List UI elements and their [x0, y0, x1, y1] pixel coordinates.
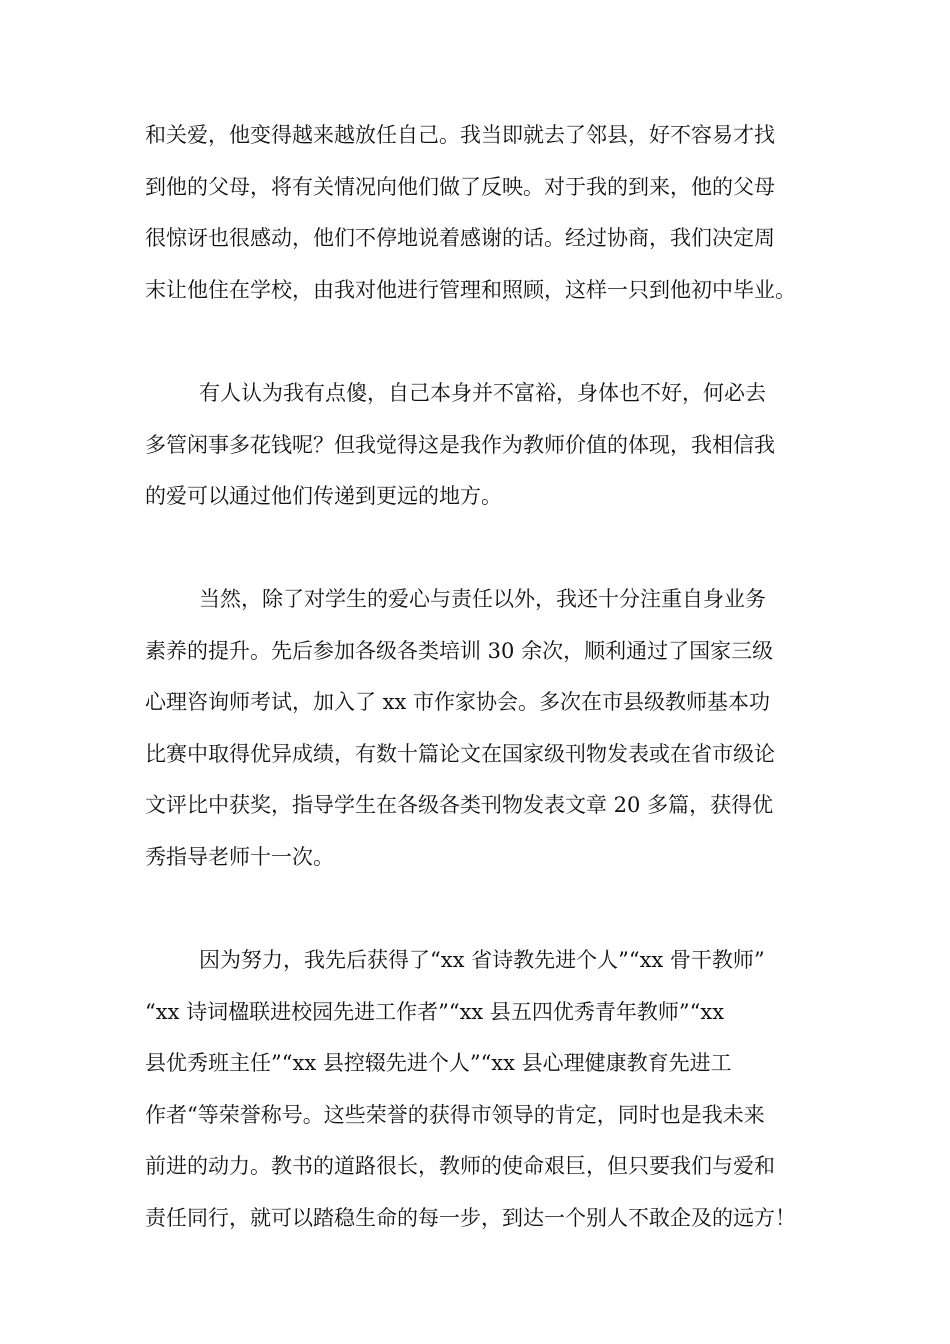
- paragraph-3-line-3: 心理咨询师考试，加入了 xx 市作家协会。多次在市县级教师基本功: [145, 690, 771, 714]
- paragraph-3-line-4: 比赛中取得优异成绩，有数十篇论文在国家级刊物发表或在省市级论: [145, 742, 775, 766]
- paragraph-3-line-5: 文评比中获奖，指导学生在各级各类刊物发表文章 20 多篇，获得优: [145, 793, 774, 817]
- paragraph-4-line-2: “xx 诗词楹联进校园先进工作者”“xx 县五四优秀青年教师”“xx: [145, 1000, 725, 1024]
- paragraph-3-line-2: 素养的提升。先后参加各级各类培训 30 余次，顺利通过了国家三级: [145, 639, 774, 663]
- paragraph-2-line-2: 多管闲事多花钱呢？但我觉得这是我作为教师价值的体现，我相信我: [145, 433, 775, 457]
- paragraph-4-line-6: 责任同行，就可以踏稳生命的每一步，到达一个别人不敢企及的远方！: [145, 1206, 796, 1230]
- paragraph-4-line-5: 前进的动力。教书的道路很长，教师的使命艰巨，但只要我们与爱和: [145, 1154, 775, 1178]
- paragraph-3-line-6: 秀指导老师十一次。: [145, 845, 334, 869]
- paragraph-1-line-4: 末让他住在学校，由我对他进行管理和照顾，这样一只到他初中毕业。: [145, 278, 796, 302]
- paragraph-1-line-1: 和关爱，他变得越来越放任自己。我当即就去了邻县，好不容易才找: [145, 123, 775, 147]
- paragraph-3-line-1: 当然，除了对学生的爱心与责任以外，我还十分注重自身业务: [199, 587, 766, 611]
- paragraph-2-line-1: 有人认为我有点傻，自己本身并不富裕，身体也不好，何必去: [199, 381, 766, 405]
- paragraph-1-line-3: 很惊讶也很感动，他们不停地说着感谢的话。经过协商，我们决定周: [145, 226, 775, 250]
- paragraph-4-line-4: 作者“等荣誉称号。这些荣誉的获得市领导的肯定，同时也是我未来: [145, 1103, 765, 1127]
- paragraph-1-line-2: 到他的父母，将有关情况向他们做了反映。对于我的到来，他的父母: [145, 175, 775, 199]
- paragraph-4-line-3: 县优秀班主任”“xx 县控辍先进个人”“xx 县心理健康教育先进工: [145, 1051, 732, 1075]
- paragraph-4-line-1: 因为努力，我先后获得了“xx 省诗教先进个人”“xx 骨干教师”: [199, 948, 765, 972]
- paragraph-2-line-3: 的爱可以通过他们传递到更远的地方。: [145, 484, 502, 508]
